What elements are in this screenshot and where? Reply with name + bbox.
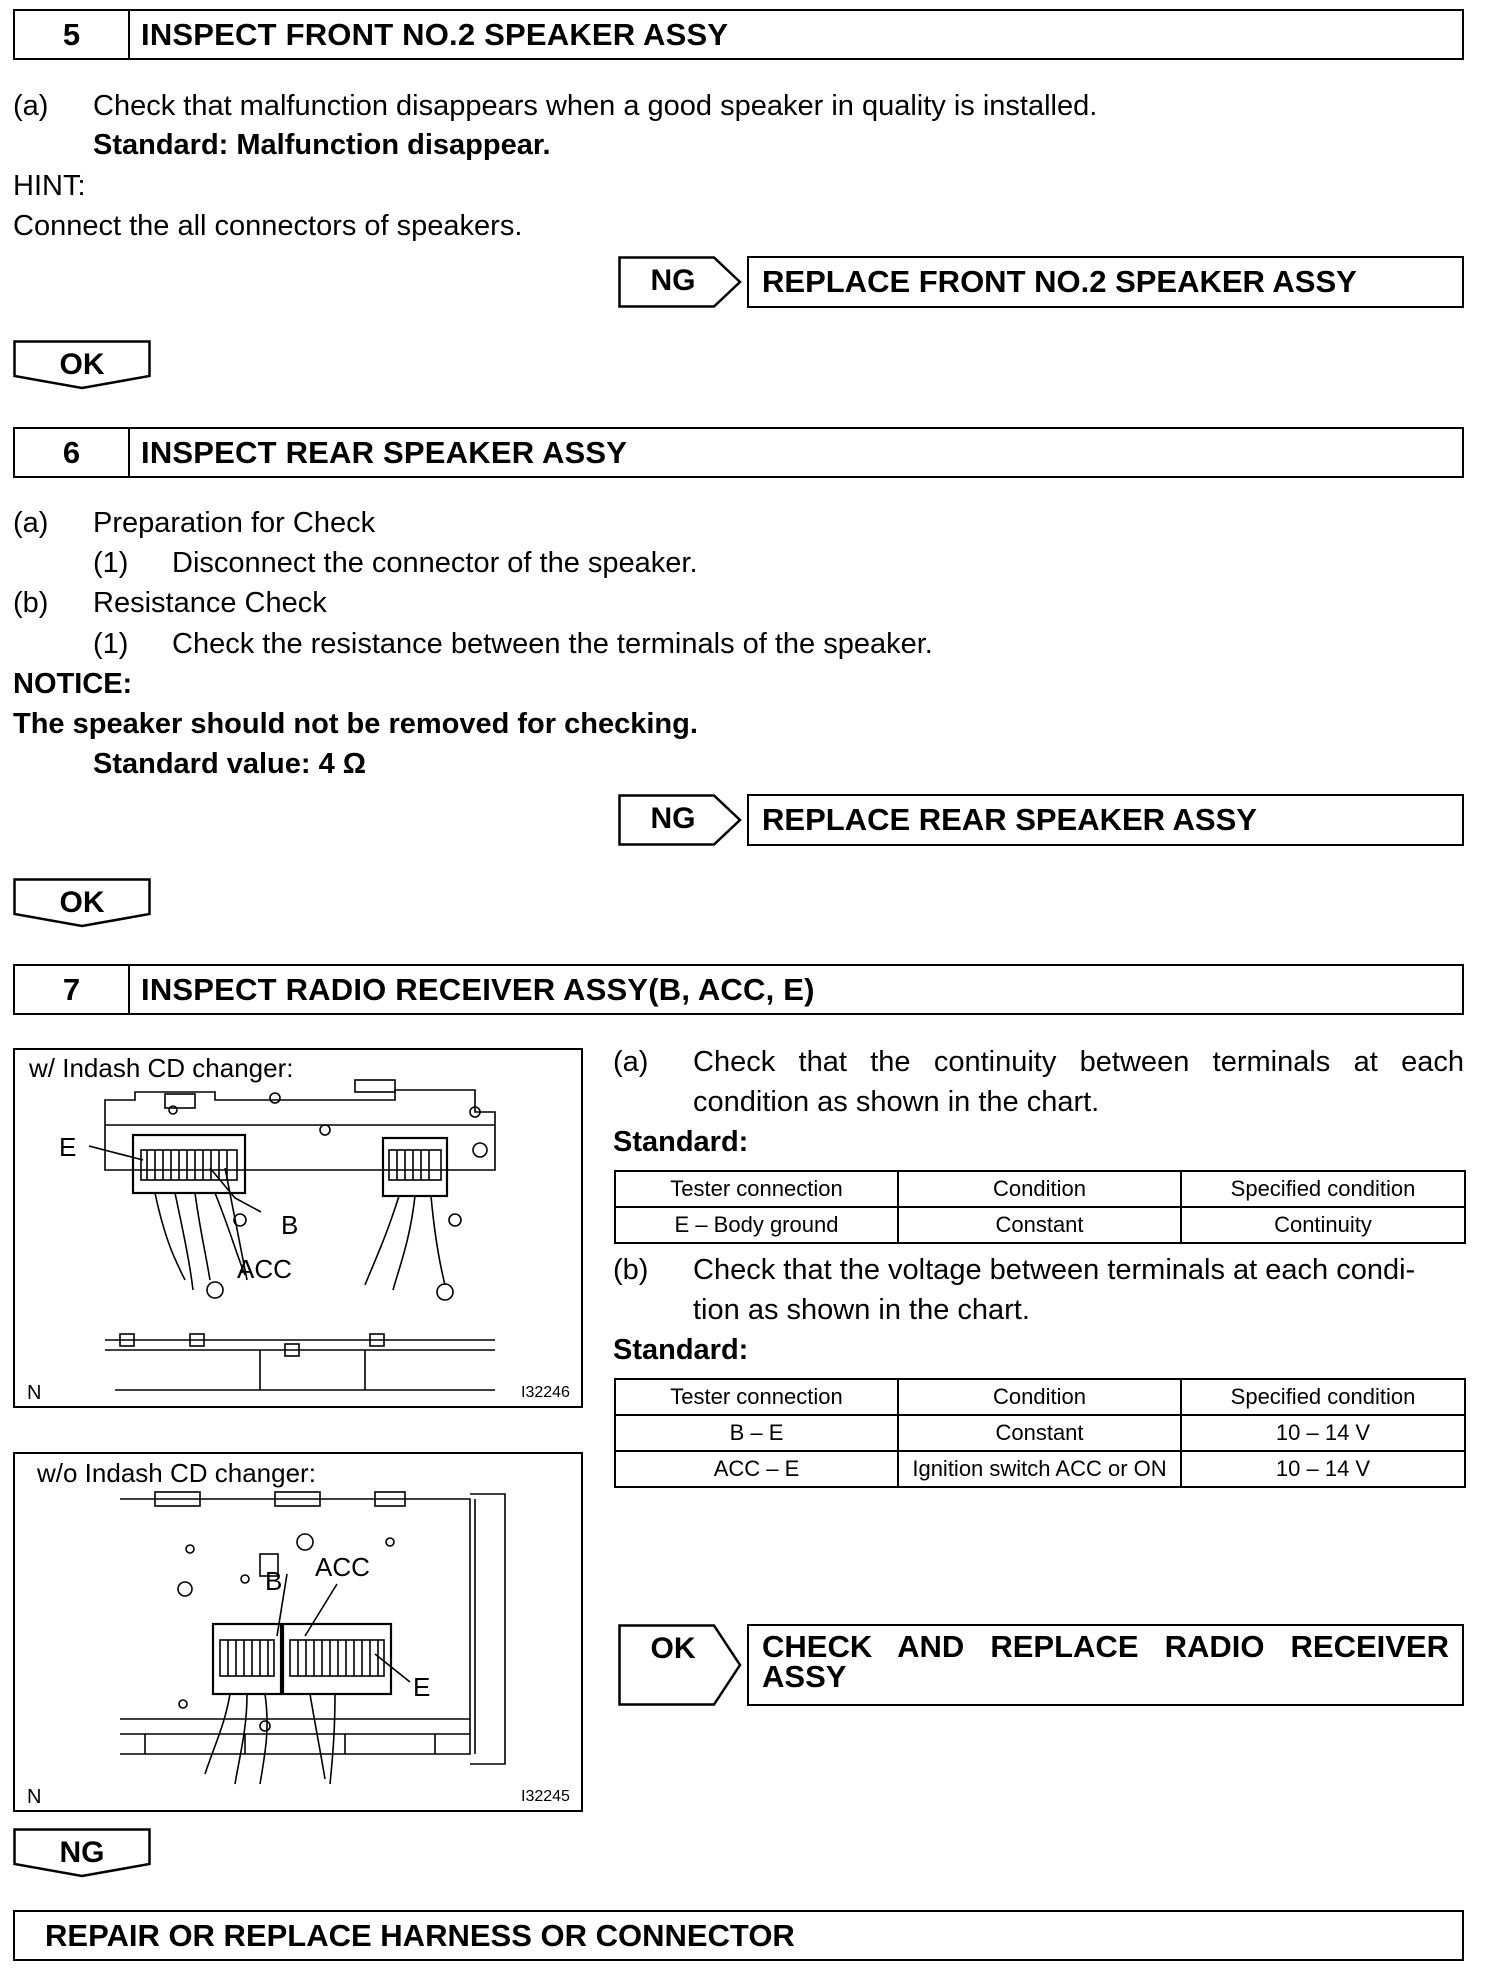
ok-tag-label: OK bbox=[650, 1632, 696, 1665]
step-5-header bbox=[13, 9, 1464, 60]
table-row bbox=[615, 1415, 1465, 1451]
table-header: Condition bbox=[898, 1379, 1181, 1415]
ok-action-line2: ASSY bbox=[762, 1659, 847, 1694]
table-header-row bbox=[615, 1171, 1465, 1207]
notice-text: The speaker should not be removed for checking. bbox=[13, 708, 698, 740]
ng-action-box: REPLACE REAR SPEAKER ASSY bbox=[747, 794, 1464, 846]
subitem-marker: (1) bbox=[93, 547, 129, 579]
step-number: 7 bbox=[15, 966, 130, 1013]
table-cell: Continuity bbox=[1181, 1207, 1465, 1243]
table-cell: E – Body ground bbox=[615, 1207, 898, 1243]
figure-code: I32245 bbox=[521, 1788, 570, 1805]
ok-action-line1: CHECK AND REPLACE RADIO RECEIVER bbox=[762, 1629, 1449, 1664]
step-number: 5 bbox=[15, 11, 130, 58]
step-number: 6 bbox=[15, 429, 130, 476]
item-marker: (a) bbox=[13, 507, 49, 539]
item-text-line2: condition as shown in the chart. bbox=[693, 1086, 1100, 1118]
ok-tag-label: OK bbox=[59, 348, 105, 381]
hint-label: HINT: bbox=[13, 170, 86, 202]
terminal-label-b: B bbox=[265, 1566, 283, 1596]
figure-with-cd-changer bbox=[13, 1048, 583, 1408]
connector-diagram-2 bbox=[15, 1454, 581, 1810]
table-cell: Ignition switch ACC or ON bbox=[898, 1451, 1181, 1487]
item-marker: (a) bbox=[613, 1046, 649, 1078]
terminal-label-e: E bbox=[59, 1132, 77, 1162]
item-text: Resistance Check bbox=[93, 587, 327, 619]
item-marker: (a) bbox=[13, 90, 49, 122]
table-cell: ACC – E bbox=[615, 1451, 898, 1487]
figure-code: I32246 bbox=[521, 1384, 570, 1401]
item-marker: (b) bbox=[13, 587, 49, 619]
notice-label: NOTICE: bbox=[13, 668, 133, 700]
table-header: Specified condition bbox=[1181, 1171, 1465, 1207]
ng-tag-label: NG bbox=[59, 1836, 105, 1869]
step-7-header bbox=[13, 964, 1464, 1015]
final-action-box: REPAIR OR REPLACE HARNESS OR CONNECTOR bbox=[13, 1910, 1464, 1961]
terminal-label-acc: ACC bbox=[315, 1552, 370, 1582]
subitem-text: Check the resistance between the terminals of the speaker. bbox=[172, 628, 933, 660]
ng-tag-label: NG bbox=[650, 802, 696, 835]
step-title: INSPECT FRONT NO.2 SPEAKER ASSY bbox=[141, 16, 729, 52]
subitem-text: Disconnect the connector of the speaker. bbox=[172, 547, 698, 579]
terminal-label-b: B bbox=[281, 1210, 299, 1240]
figure-without-cd-changer bbox=[13, 1452, 583, 1812]
item-marker: (b) bbox=[613, 1254, 649, 1286]
voltage-table bbox=[614, 1378, 1466, 1488]
table-header-row bbox=[615, 1379, 1465, 1415]
item-text-line2: tion as shown in the chart. bbox=[693, 1294, 1030, 1326]
figure-corner-mark: N bbox=[27, 1786, 42, 1808]
table-cell: B – E bbox=[615, 1415, 898, 1451]
subitem-marker: (1) bbox=[93, 628, 129, 660]
hint-text: Connect the all connectors of speakers. bbox=[13, 210, 523, 242]
ng-tag-label: NG bbox=[650, 264, 696, 297]
item-text-line1: Check that the continuity between terminals at each bbox=[693, 1046, 1464, 1078]
table-cell: Constant bbox=[898, 1415, 1181, 1451]
figure-caption: w/o Indash CD changer: bbox=[37, 1458, 316, 1488]
table-cell: 10 – 14 V bbox=[1181, 1451, 1465, 1487]
standard-text: Standard value: 4 Ω bbox=[93, 748, 367, 780]
table-row bbox=[615, 1451, 1465, 1487]
table-header: Tester connection bbox=[615, 1379, 898, 1415]
continuity-table bbox=[614, 1170, 1466, 1244]
figure-caption: w/ Indash CD changer: bbox=[29, 1053, 294, 1083]
step-title: INSPECT REAR SPEAKER ASSY bbox=[141, 434, 628, 470]
table-header: Tester connection bbox=[615, 1171, 898, 1207]
terminal-label-e: E bbox=[413, 1672, 431, 1702]
ng-action-box: REPLACE FRONT NO.2 SPEAKER ASSY bbox=[747, 256, 1464, 308]
terminal-label-acc: ACC bbox=[237, 1254, 292, 1284]
table-cell: 10 – 14 V bbox=[1181, 1415, 1465, 1451]
standard-label: Standard: bbox=[613, 1126, 749, 1158]
item-text: Preparation for Check bbox=[93, 507, 376, 539]
ok-tag-label: OK bbox=[59, 886, 105, 919]
standard-label: Standard: bbox=[613, 1334, 749, 1366]
step-6-header bbox=[13, 427, 1464, 478]
table-row bbox=[615, 1207, 1465, 1243]
item-text: Check that malfunction disappears when a good speaker in quality is installed. bbox=[93, 90, 1098, 122]
table-header: Specified condition bbox=[1181, 1379, 1465, 1415]
standard-text: Standard: Malfunction disappear. bbox=[93, 129, 551, 161]
table-header: Condition bbox=[898, 1171, 1181, 1207]
figure-corner-mark: N bbox=[27, 1382, 42, 1404]
step-title: INSPECT RADIO RECEIVER ASSY(B, ACC, E) bbox=[141, 971, 815, 1007]
item-text-line1: Check that the voltage between terminals at each condi- bbox=[693, 1254, 1416, 1286]
ok-action-box bbox=[747, 1624, 1464, 1706]
table-cell: Constant bbox=[898, 1207, 1181, 1243]
